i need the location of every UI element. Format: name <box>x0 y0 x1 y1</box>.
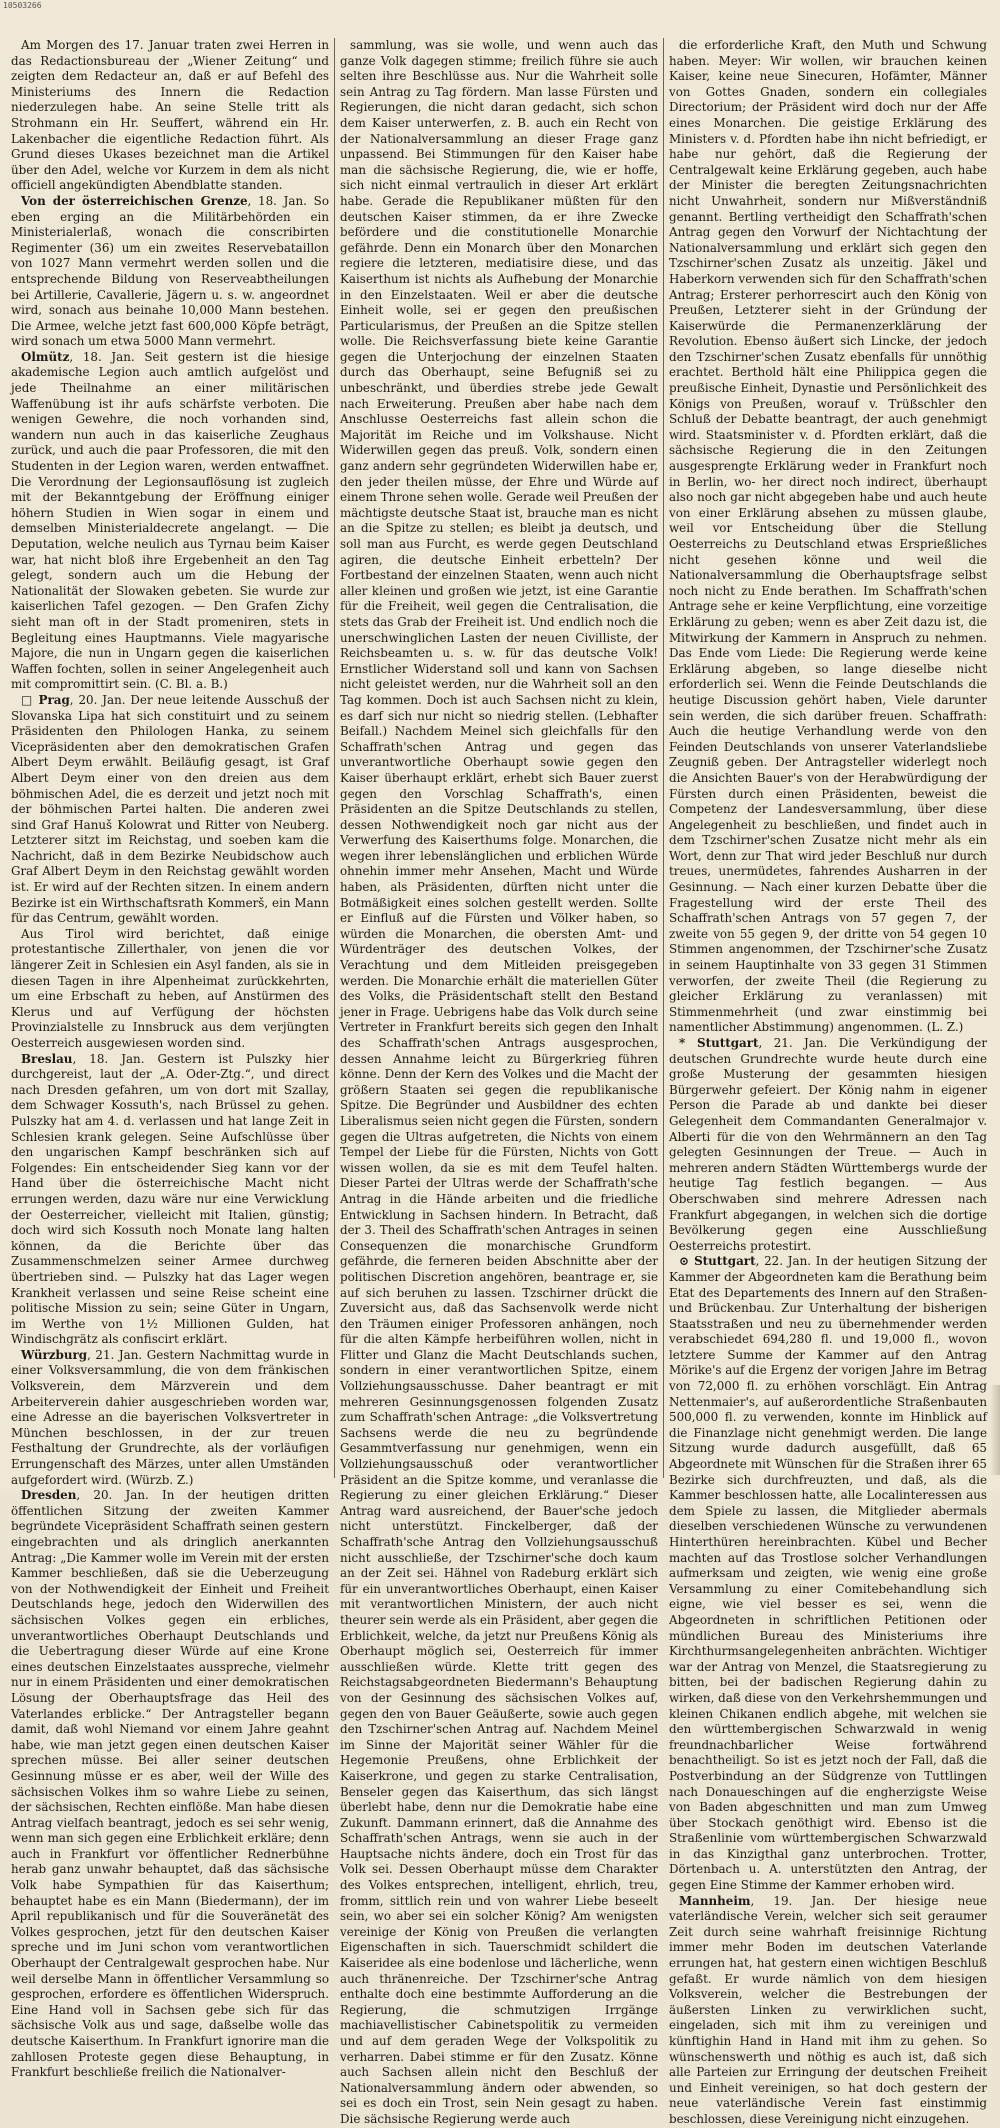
dateline: ⊙ Stuttgart <box>679 1254 756 1269</box>
article-text: Am Morgen des 17. Januar traten zwei Herren in das Redactionsbureau der „Wiener Zeitung“ und zeigten dem Redacteur an, daß er auf Befehl des Ministeriums des Innern die Redaction niederzulegen habe. An seine Stelle tritt als Strohmann ein Hr. Seuffert, während ein Hr. Lakenbacher die eigentliche Redaction führt. Als Grund dieses Ukases bezeichnet man die Artikel über den Adel, welche vor Kurzem in dem als nicht officiell angekündigten Abendblatte standen. <box>11 38 329 193</box>
article-paragraph <box>11 927 329 1052</box>
article-text: , 20. Jan. Der neue leitende Ausschuß der Slovanska Lipa hat sich constituirt und zu seinem Präsidenten den Philologen Hanka, zu seinem Vicepräsidenten aber den demokratischen Grafen Albert Deym erwählt. Beiläufig gesagt, ist Graf Albert Deym einer von den dreien aus dem böhmischen Adel, die es derzeit und jetzt noch mit der böhmischen Partei halten. Die anderen zwei sind Graf Hanuš Kolowrat und Ritter von Neuberg. Letzterer sitzt im Reichstag, und soeben kam die Nachricht, daß in dem Bezirke Neubidschow auch Graf Albert Deym in den Reichstag gewählt worden ist. Er wird auf der Rechten sitzen. In einem andern Bezirke ist ein Wirthschaftsrath Kommerš, ein Mann für das Centrum, gewählt worden. <box>11 692 329 926</box>
article-text: , 20. Jan. In der heutigen dritten öffentlichen Sitzung der zweiten Kammer begründete Vicepräsident Schaffrath seinen gestern eingebrachten und als dringlich anerkannten Antrag: „Die Kammer wolle im Verein mit der ersten Kammer beschließen, daß sie die Ueberzeugung von der Nothwendigkeit der Einheit und Freiheit Deutschlands hege, jedoch den Widerwillen des sächsischen Volkes gegen ein erbliches, unverantwortliches Oberhaupt Deutschlands und die Uebertragung dieser Würde auf eine Krone eines deutschen Einzelstaates ausspreche, vielmehr nur in einem Präsidenten und einer demokratischen Lösung der Oberhauptsfrage das Heil des Vaterlandes erblicke.“ Der Antragsteller begann damit, daß wohl Niemand vor einem Jahre geahnt habe, wie man jetzt gegen einen deutschen Kaiser sprechen müsse. Bei aller seiner deutschen Gesinnung müsse er es aber, weil der Wille des sächsischen Volkes ihm so wahre Liebe zu seinen, der sächsischen, Rechten einflöße. Man habe diesen Antrag vielfach beantragt, jedoch es sei sehr wenig, wenn man sich gegen eine Erblichkeit erkläre; denn auch in Frankfurt vor öffentlicher Rednerbühne herab ganz unwahr behauptet, daß das sächsische Volk habe Sympathien für das Kaiserthum; behauptet habe es ein Mann (Biedermann), der im April republikanisch und für die Souveränetät des Volkes gesprochen, jetzt für den deutschen Kaiser spreche und im Juni schon vom verantwortlichen Oberhaupt der Centralgewalt gesprochen habe. Nur weil derselbe Mann in öffentlicher Versammlung so gesprochen, erfordere es öffentlichen Widerspruch. Eine Hand voll in Sachsen gebe sich für das sächsische Volk aus und sage, daßselbe wolle das deutsche Kaiserthum. In Frankfurt ignorire man die zahllosen Proteste gegen diese Behauptung, in Frankfurt beschließe freilich die Nationalver- <box>11 1488 329 2080</box>
article-paragraph <box>669 1894 987 2128</box>
article-paragraph <box>340 38 658 2128</box>
article-paragraph <box>11 693 329 927</box>
dateline: Olmütz <box>21 349 70 364</box>
article-text: , 22. Jan. In der heutigen Sitzung der Kammer der Abgeordneten kam die Berathung beim Etat des Departements des Innern auf den Straßen- und Brückenbau. Zur Unterhaltung der bisherigen Staatsstraßen und neu zu übernehmender werden verabschiedet 694,280 fl. und 19,000 fl., wovon letztere Summe der Kammer auf den Antrag Mörike's auf die Ergenz der vorigen Jahre im Betrag von 72,000 fl. zu erhöhen vorschlägt. Ein Antrag Nettenmaier's, auf außerordentliche Straßenbauten 500,000 fl. zu verwenden, konnte im Hinblick auf die Finanzlage nicht genehmigt werden. Die lange Sitzung wurde dadurch ausgefüllt, daß 65 Abgeordnete mit Wünschen für die Straßen ihrer 65 Bezirke sich durchfreuzten, und daß, als die Kammer beschlossen hatte, alle Localinteressen aus dem Spiele zu lassen, die Mitglieder abermals dieselben verschiedenen Wünsche zu verwundenen Hinterthüren hereinbrachten. Kübel und Becher machten auf das Trostlose solcher Verhandlungen aufmerksam und zeigten, wie wenig eine große Versammlung zu einer Comitebehandlung sich eigne, wie viel besser es sei, wenn die Abgeordneten in schriftlichen Petitionen oder mündlichen Bureau des Ministeriums ihre Kirchthurmsangelegenheiten anbrächten. Wichtiger war der Antrag von Menzel, die Staatsregierung zu bitten, bei der badischen Regierung dahin zu wirken, daß diese von den Verkehrshemmungen und kleinen Chikanen endlich abgehe, mit welchen sie den württembergischen Schwarzwald in wenig freundnachbarlicher Weise fortwährend benachtheiligt. So ist es jetzt noch der Fall, daß die Postverbindung an der Südgrenze von Tuttlingen nach Donaueschingen auf die engherzigste Weise von Baden abgeschnitten und man zum Umweg über Stockach genöthigt wird. Ebenso ist die Straßenlinie vom württembergischen Schwarzwald in das Kinzigthal ganz unterbrochen. Trotter, Dörtenbach u. A. unterstützten den Antrag, der gegen Eine Stimme der Kammer erhoben wird. <box>669 1254 987 1893</box>
archive-page-id: 10503266 <box>3 1 42 10</box>
article-paragraph <box>669 38 987 1036</box>
dateline: Würzburg <box>21 1347 88 1362</box>
article-text: die erforderliche Kraft, den Muth und Schwung haben. Meyer: Wir wollen, wir brauchen keinen Kaiser, keine neue Sinecuren, Hofämter, Männer von Gottes Gnaden, sondern ein collegiales Directorium; der Präsident wird doch nur der Affe eines Monarchen. Die geistige Erklärung des Ministers v. d. Pfordten habe ihn nicht befriedigt, er habe nur gehört, daß die Regierung der Centralgewalt keine Erklärung gegeben, auch habe der Minister die beregten Zeitungsnachrichten nicht Unwahrheit, sondern nur Mißverständniß genannt. Bertling vertheidigt den Schaffrath'schen Antrag gegen den Vorwurf der Nichtachtung der Nationalversammlung und erklärt sich gegen den Tzschirner'schen Zusatz als unzeitig. Jäkel und Haberkorn verwenden sich für den Schaffrath'schen Antrag; Ersterer perhorrescirt auch den König von Preußen, Letzterer sieht in der Gründung der Kaiserwürde die Permanenzerklärung der Revolution. Ebenso äußert sich Lincke, der jedoch den Tzschirner'schen Zusatz ebenfalls für unnöthig erachtet. Berthold hält eine Philippica gegen die preußische Einheit, Dynastie und Persönlichkeit des Königs von Preußen, worauf v. Trüßschler den Schluß der Debatte beantragt, der auch genehmigt wird. Staatsminister v. d. Pfordten erklärt, daß die sächsische Regierung die in den Zeitungen ausgesprengte Erklärung weder in Frankfurt noch in Berlin, wo- her direct noch indirect, überhaupt also noch gar nicht abgegeben habe und auch heute von einer Erklärung absehen zu müssen glaube, weil vor Entscheidung über die Stellung Oesterreichs zu Deutschland etwas Ersprießliches nicht gesehen könne und weil die Nationalversammlung die Oberhauptsfrage selbst noch nicht zu Ende berathen. Im Schaffrath'schen Antrage sehe er keine Verpflichtung, eine vorzeitige Erklärung zu geben; wenn es aber Zeit dazu ist, die Mitwirkung der Kammern in Anspruch zu nehmen. Das Ende vom Liede: Die Regierung werde keine Erklärung abgeben, so lange dieselbe nicht erforderlich sei. Wenn die Feinde Deutschlands die heutige Discussion gehört haben, Viele darunter sein werden, die sich darüber freuen. Schaffrath: Auch die heutige Verhandlung werde von den Feinden Deutschlands von unserer Vaterlandsliebe Zeugniß geben. Der Antragsteller widerlegt noch die Ansichten Bauer's von der Herabwürdigung der Fürsten durch einen Präsidenten, beweist die Competenz der Landesversammlung, über diese Angelegenheit zu beschließen, und findet auch in dem Tzschirner'schen Zusatze nicht mehr als ein Wort, denn zur That wird jeder Beschluß nur durch treues, unermüdetes, fahrendes Ausharren in der Gesinnung. — Nach einer kurzen Debatte über die Fragestellung wird der erste Theil des Schaffrath'schen Antrags von 57 gegen 7, der zweite von 55 gegen 9, der dritte von 54 gegen 10 Stimmen angenommen, der Tzschirner'sche Zusatz in seinem Hauptinhalte von 33 gegen 31 Stimmen verworfen, der zweite Theil (die Regierung zu gleicher Erklärung zu veranlassen) mit Stimmenmehrheit (und zwar einstimmig bei namentlicher Abstimmung) angenommen. (L. Z.) <box>669 38 987 1035</box>
dateline: □ Prag <box>21 692 70 707</box>
article-paragraph <box>11 1488 329 2081</box>
dateline: Breslau <box>21 1051 73 1066</box>
column-2 <box>334 38 663 2126</box>
article-text: , 18. Jan. Seit gestern ist die hiesige akademische Legion auch amtlich aufgelöst und jede Theilnahme an einer militärischen Waffenübung ist ihr aufs schärfste verboten. Die wenigen Gewehre, die noch vorhanden sind, wandern nun auch in das kaiserliche Zeughaus zurück, und auch die paar Professoren, die mit den Studenten in der Legion waren, werden entwaffnet. Die Verordnung der Legionsauflösung ist zugleich mit der Bekanntgebung der Eröffnung einiger höhern Studien in Wien sogar in einem und demselben Ministerialdecrete angelangt. — Die Deputation, welche neulich aus Tyrnau beim Kaiser war, hat nicht bloß ihre Ergebenheit an den Tag gelegt, sondern auch um die Hebung der Nationalität der Slowaken gebeten. Sie wurde zur kaiserlichen Tafel gezogen. — Den Grafen Zichy sieht man oft in der Stadt promeniren, stets in Begleitung eines Hauptmanns. Viele magyarische Majore, die nun in Ungarn gegen die kaiserlichen Waffen fochten, sollen in seiner Angelegenheit auch mit compromittirt sein. (C. Bl. a. B.) <box>11 349 329 692</box>
dateline: Mannheim <box>679 1893 751 1908</box>
article-paragraph <box>669 1036 987 1254</box>
dateline: * Stuttgart <box>679 1036 759 1050</box>
article-paragraph <box>11 1348 329 1488</box>
article-paragraph <box>11 194 329 350</box>
dateline: Von der österreichischen Grenze <box>21 193 248 208</box>
column-3 <box>663 38 992 2126</box>
article-text: , 21. Jan. Gestern Nachmittag wurde in einer Volksversammlung, die von dem fränkischen Volksverein, dem Märzverein und dem Arbeiterverein dahier ausgeschrieben worden war, eine Adresse an die bayerischen Volksvertreter in München beschlossen, in der zur treuen Festhaltung der Grundrechte, als der vorläufigen Errungenschaft des Märzes, unter allen Umständen aufgefordert wird. (Würzb. Z.) <box>11 1347 329 1487</box>
article-text: , 18. Jan. So eben erging an die Militärbehörden ein Ministerialerlaß, wonach die conscribirten Regimenter (36) um ein zweites Reservebataillon von 1027 Mann vermehrt werden sollen und die entsprechende Bildung von Reserveabtheilungen bei Artillerie, Cavallerie, Jägern u. s. w. angeordnet wird, sonach aus beinahe 10,000 Mann bestehen. Die Armee, welche jetzt fast 600,000 Köpfe beträgt, wird sonach um etwa 5000 Mann vermehrt. <box>11 193 329 349</box>
article-columns <box>6 38 992 2126</box>
article-text: Aus Tirol wird berichtet, daß einige protestantische Zillerthaler, von jenen die vor längerer Zeit in Schlesien ein Asyl fanden, als sie in diesen Tagen in ihre Alpenheimat zurückkehrten, um eine Erbschaft zu heben, auf Anstürmen des Klerus und auf Verfügung der höchsten Provinzialstelle zu Innsbruck aus dem verjüngten Oesterreich ausgewiesen worden sind. <box>11 926 329 1050</box>
article-text: , 19. Jan. Der hiesige neue vaterländische Verein, welcher sich seit geraumer Zeit durch seine wahrhaft freisinnige Richtung immer mehr Boden im deutschen Vaterlande errungen hat, hat gestern einen wichtigen Beschluß gefaßt. Er wurde nämlich von dem hiesigen Volksverein, welcher die Bestrebungen der äußersten Linken zu verwirklichen sucht, eingeladen, sich mit ihm zu vereinigen und künftighin Hand in Hand mit ihm zu gehen. So wünschenswerth und nöthig es auch ist, daß sich alle Parteien zur Erringung der deutschen Freiheit und Einheit vereinigen, so hat doch gestern der neue vaterländische Verein fast einstimmig beschlossen, diese Vereinigung nicht einzugehen. <box>669 1893 987 2126</box>
page-edge-shadow <box>990 1385 1000 1475</box>
column-1 <box>6 38 334 2080</box>
dateline: Dresden <box>21 1488 77 1503</box>
article-paragraph <box>11 38 329 194</box>
article-text: , 21. Jan. Die Verkündigung der deutschen Grundrechte wurde heute durch eine große Musterung der gesammten hiesigen Bürgerwehr gefeiert. Der König nahm in eigener Person die Parade ab und dankte bei dieser Gelegenheit dem Commandanten Generalmajor v. Alberti für die von den Wehrmännern an den Tag gelegten Gesinnungen der Treue. — Auch in mehreren andern Städten Württembergs wurde der heutige Tag festlich begangen. — Aus Oberschwaben sind mehrere Adressen nach Frankfurt abgegangen, in welchen sich die dortige Bevölkerung gegen eine Ausschließung Oesterreichs protestirt. <box>669 1036 988 1253</box>
article-paragraph <box>669 1254 987 1893</box>
article-paragraph <box>11 1052 329 1348</box>
article-text: sammlung, was sie wolle, und wenn auch das ganze Volk dagegen stimme; freilich führe sie auch selten ihre Beschlüsse aus. Nur die Wahrheit solle sein Antrag zu Tag fördern. Man lasse Fürsten und Regierungen, die nicht daran gedacht, sich schon dem Kaiser unterwerfen, z. B. auch ein Recht von der Nationalversammlung an dieser Frage ganz unpassend. Bei Stimmungen für den Kaiser habe man die sächsische Regierung, die, wie er hoffe, sich nicht einmal vertraulich in dieser Art erklärt habe. Gerade die Republikaner müßten für den deutschen Kaiser stimmen, da er ihre Zwecke befördere und die constitutionelle Monarchie gefährde. Denn ein Monarch über den Monarchen regiere die letzteren, mediatisire diese, und das Kaiserthum ist nichts als Aufhebung der Monarchie in den Einzelstaaten. Weil er aber die deutsche Einheit wolle, sei er gegen den preußischen Particularismus, der Preußen an die Spitze stellen wolle. Die Reichsverfassung biete keine Garantie gegen die Unterjochung der einzelnen Staaten durch das Oberhaupt, seine Befugniß sei zu unbeschränkt, und überdies strebe jede Gewalt nach Erweiterung. Preußen aber habe nach dem Anschlusse Oesterreichs fast allein schon die Majorität im Reiche und im Volkshause. Nicht Widerwillen gegen das preuß. Volk, sondern einen ganz andern sehr gegründeten Widerwillen habe er, den jeder theilen müsse, der Ehre und Würde auf einem Throne sehen wolle. Gerade weil Preußen der mächtigste deutsche Staat ist, brauche man es nicht an die Spitze zu stellen; es bleibt ja deutsch, und soll man aus Furcht, es werde gegen Deutschland agiren, die deutsche Einheit erbetteln? Der Fortbestand der einzelnen Staaten, wenn auch nicht aller kleinen und großen wie jetzt, ist eine Garantie für die Freiheit, weil gegen die Centralisation, die stets das Grab der Freiheit ist. Und endlich noch die unerschwinglichen Lasten der neuen Civilliste, der Reichsbeamten u. s. w. für das deutsche Volk! Ernstlicher Widerstand soll und kann von Sachsen nicht geleistet werden, nur die Wahrheit soll an den Tag kommen. Doch ist auch Sachsen nicht zu klein, es darf sich nur nicht so niedrig stellen. (Lebhafter Beifall.) Nachdem Meinel sich gleichfalls für den Schaffrath'schen Antrag und gegen das unverantwortliche Oberhaupt sowie gegen den Kaiser überhaupt erklärt, erhebt sich Bauer zuerst gegen den Vorschlag Schaffrath's, einen Präsidenten an die Spitze Deutschlands zu stellen, dessen Nothwendigkeit noch gar nicht aus der Verwerfung des Kaiserthums folge. Monarchen, die wegen ihrer lebenslänglichen und erblichen Würde ohnehin immer mehr Ansehen, Macht und Würde haben, als Präsidenten, dürften nicht unter die Botmäßigkeit eines solchen gestellt werden. Sollte er Einfluß auf die Fürsten und Völker haben, so würden die Monarchen, die obersten Amt- und Würdenträger des deutschen Volkes, der Verachtung und dem Mitleiden preisgegeben werden. Die Monarchie erhält die materiellen Güter des Volks, die Präsidentschaft stellt den Bestand jener in Frage. Uebrigens habe das Volk durch seine Vertreter in Frankfurt bereits sich gegen den Inhalt des Schaffrath'schen Antrags ausgesprochen, dessen Annahme leicht zu Bürgerkrieg führen könne. Denn der Kern des Volkes und die Macht der größern Staaten sei gegen die republikanische Spitze. Die Begründer und Ausbildner des echten Liberalismus seien nicht gegen die Fürsten, sondern gegen die Ultras aufgetreten, die Nichts von einem Tempel der Liebe für die Fürsten, Nichts von Gott wissen wollen, da sie es mit dem Teufel halten. Dieser Partei der Ultras werde der Schaffrath'sche Antrag in die Hände arbeiten und die friedliche Entwicklung in Sachsen hindern. In Betracht, daß der 3. Theil des Schaffrath'schen Antrages in seinen Consequenzen die monarchische Grundform gefährde, die ferneren beiden Abschnitte aber der politischen Discretion angehören, beantrage er, sie auf sich beruhen zu lassen. Tzschirner drückt die Zuversicht aus, daß das Sachsenvolk werde nicht den Träumen einiger Professoren anhängen, noch für die alten Kämpfe herbeiführen wollen, nicht in Flitter und Glanz die Macht Deutschlands suchen, sondern in einer verantwortlichen Spitze, einem Vollziehungsausschusse. Daher beantragt er mit mehreren Gesinnungsgenossen folgenden Zusatz zum Schaffrath'schen Antrage: „die Volksvertretung Sachsens werde die neu zu begründende Gesammtverfassung nur genehmigen, wenn ein Vollziehungsausschuß oder verantwortlicher Präsident an die Spitze komme, und veranlasse die Regierung zu einer gleichen Erklärung.“ Dieser Antrag ward ausreichend, der Bauer'sche jedoch nicht unterstützt. Finckelberger, daß der Schaffrath'sche Antrag den Vollziehungsausschuß nicht ausschließe, der Tzschirner'sche doch kaum an der Zeit sei. Hähnel von Radeburg erklärt sich für ein unverantwortliches Oberhaupt, einen Kaiser mit verantwortlichen Ministern, der auch nicht theurer sein werde als ein Präsident, aber gegen die Erblichkeit, welche, da jetzt nur Preußens König als Oberhaupt möglich sei, Oesterreich für immer ausschließen würde. Klette tritt gegen des Reichstagsabgeordneten Biedermann's Behauptung von der Gesinnung des sächsischen Volkes auf, gegen den von Bauer Geäußerte, sowie auch gegen den Tzschirner'schen Antrag auf. Nachdem Meinel im Sinne der Majorität seiner Wähler für die Hegemonie Preußens, ohne Erblichkeit der Kaiserkrone, und gegen zu starke Centralisation, Benseler gegen das Kaiserthum, das sich längst überlebt habe, denn nur die Demokratie habe eine Zukunft. Dammann erinnert, daß die Annahme des Schaffrath'schen Antrags, wenn sie auch in der Hauptsache nichts ändere, doch ein Trost für das Volk sei. Dessen Oberhaupt müsse dem Charakter des Volkes entsprechen, intelligent, ehrlich, treu, fromm, sittlich rein und von wahrer Liebe beseelt sein, wo aber sei ein solcher König? Am wenigsten vereinige der König von Preußen die verlangten Eigenschaften in sich. Tauerschmidt schildert die Kaiseridee als eine bodenlose und lächerliche, wenn auch thränenreiche. Der Tzschirner'sche Antrag enthalte doch eine bestimmte Aufforderung an die Regierung, die schmutzigen Irrgänge machiavellistischer Cabinetspolitik zu vermeiden und auf dem geraden Wege der Volkspolitik zu verharren. Dabei stimme er für den Zusatz. Könne auch Sachsen allein nicht den Beschluß der Nationalversammlung ändern oder abwenden, so sei es doch ein Trost, sein Nein gesagt zu haben. Die sächsische Regierung werde auch <box>340 38 658 2126</box>
article-paragraph <box>11 350 329 693</box>
article-text: , 18. Jan. Gestern ist Pulszky hier durchgereist, laut der „A. Oder-Ztg.“, und direct nach Dresden gefahren, um von dort mit Szallay, dem Schwager Kossuth's, nach Brüssel zu gehen. Pulszky hat am 4. d. verlassen und hat lange Zeit in Schlesien krank gelegen. Seine Aufschlüsse über den ungarischen Kampf beschränken sich auf Folgendes: Ein entscheidender Sieg kann vor der Hand über die österreichische Macht nicht errungen werden, dazu wäre nur eine Verwicklung der Oesterreicher, vielleicht mit Italien, günstig; doch wird sich Kossuth noch Monate lang halten können, da die Berichte über das Zusammenschmelzen seiner Armee durchweg übertrieben sind. — Pulszky hat das Lager wegen Krankheit verlassen und seine Reise scheint eine politische Mission zu sein; seine Güter in Ungarn, im Werthe von 1½ Millionen Gulden, hat Windischgrätz als confiscirt erklärt. <box>11 1051 329 1347</box>
